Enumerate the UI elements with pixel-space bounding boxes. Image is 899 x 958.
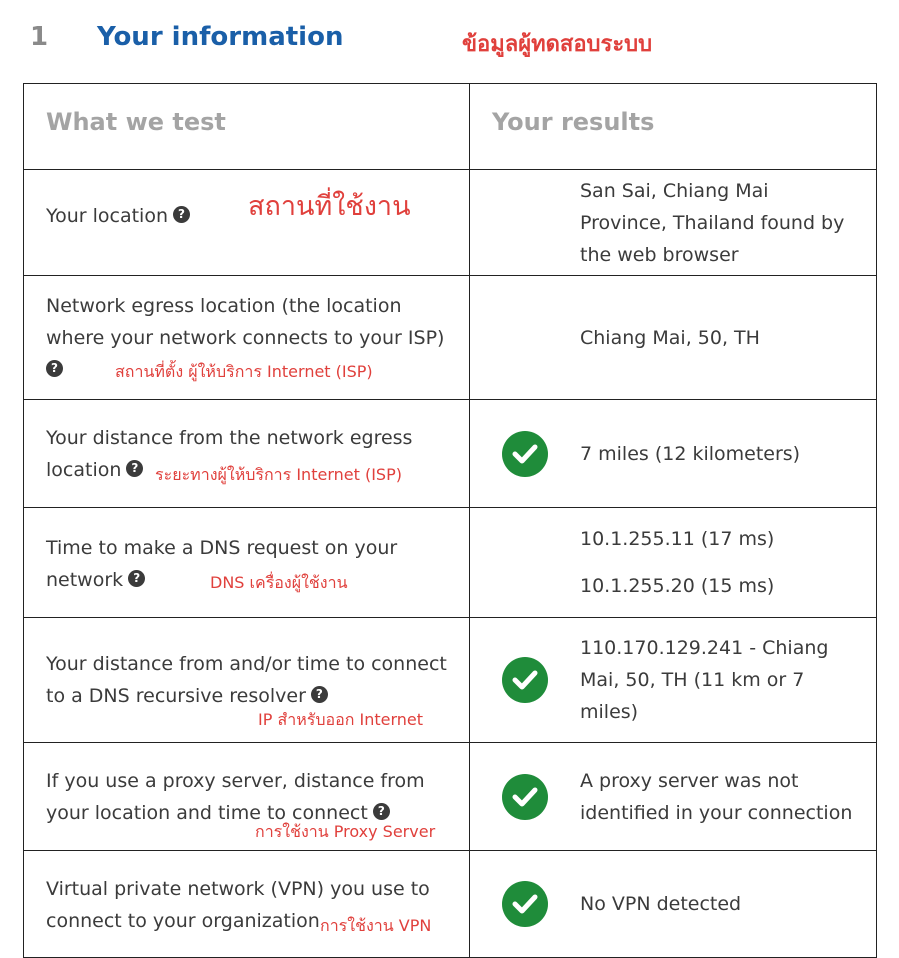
result-text: 7 miles (12 kilometers) — [580, 442, 801, 465]
help-icon[interactable]: ? — [373, 803, 390, 820]
annotation-location: สถานที่ใช้งาน — [248, 191, 411, 222]
table-row-vpn — [24, 850, 876, 957]
annotation-vpn: การใช้งาน VPN — [320, 916, 432, 935]
dns-result-item: 10.1.255.11 (17 ms) — [580, 528, 775, 550]
dns-result-item: 10.1.255.20 (15 ms) — [580, 575, 775, 597]
result-text: 110.170.129.241 - Chiang Mai, 50, TH (11 km or 7 miles) — [580, 637, 829, 723]
result-text: San Sai, Chiang Mai Province, Thailand found by the web browser — [580, 179, 845, 266]
annotation-title: ข้อมูลผู้ทดสอบระบบ — [462, 32, 653, 57]
annotation-isp: สถานที่ตั้ง ผู้ให้บริการ Internet (ISP) — [115, 362, 373, 381]
annotation-ip: IP สำหรับออก Internet — [258, 710, 424, 729]
result-text: A proxy server was not identified in your connection — [580, 769, 853, 824]
column-header-what-we-test: What we test — [24, 84, 470, 169]
annotation-proxy: การใช้งาน Proxy Server — [255, 822, 436, 841]
check-icon — [502, 774, 548, 820]
help-icon[interactable]: ? — [173, 206, 190, 223]
table-row-dns-resolver — [24, 617, 876, 742]
check-icon — [502, 431, 548, 477]
test-label: Your location — [46, 205, 168, 227]
annotation-distance: ระยะทางผู้ให้บริการ Internet (ISP) — [155, 465, 402, 484]
test-label: If you use a proxy server, distance from your location and time to connect — [46, 770, 425, 824]
section-title: Your information — [97, 22, 344, 52]
result-text: No VPN detected — [580, 893, 742, 915]
help-icon[interactable]: ? — [46, 360, 63, 377]
table-row-location — [24, 169, 876, 275]
test-label: Your distance from the network egress location — [46, 427, 413, 481]
help-icon[interactable]: ? — [128, 570, 145, 587]
results-table — [23, 83, 877, 958]
step-number: 1 — [30, 22, 49, 52]
test-label: Your distance from and/or time to connect to a DNS recursive resolver — [46, 653, 447, 707]
test-label: Network egress location (the location where your network connects to your ISP) — [46, 294, 445, 349]
table-row-dns — [24, 507, 876, 617]
help-icon[interactable]: ? — [311, 686, 328, 703]
table-row-egress-distance — [24, 399, 876, 507]
test-label: Virtual private network (VPN) you use to connect to your organization — [46, 878, 430, 932]
table-header-row — [24, 84, 876, 169]
check-icon — [502, 881, 548, 927]
dns-results — [580, 523, 876, 602]
test-label: Time to make a DNS request on your network — [46, 537, 398, 591]
help-icon[interactable]: ? — [126, 460, 143, 477]
column-header-your-results: Your results — [492, 108, 655, 136]
annotation-dns: DNS เครื่องผู้ใช้งาน — [210, 573, 348, 592]
check-icon — [502, 657, 548, 703]
table-row-proxy — [24, 742, 876, 850]
result-text: Chiang Mai, 50, TH — [580, 326, 760, 349]
